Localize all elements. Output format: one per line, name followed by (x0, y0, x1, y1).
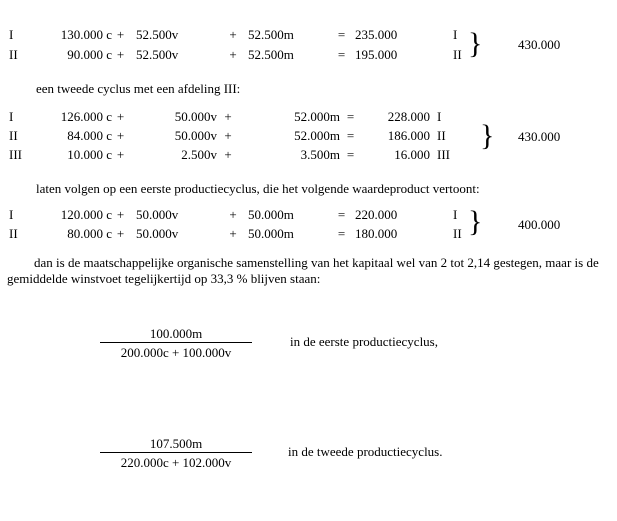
row-label-left: I (9, 27, 14, 42)
intro-first-cycle-text: laten volgen op een eerste productiecyclus, die het volgende waardeproduct vertoont: (36, 181, 480, 196)
combined-total: 430.000 (518, 37, 561, 52)
equals-sign: = (337, 47, 346, 62)
plus-operator: + (116, 226, 125, 241)
equals-sign: = (346, 128, 355, 143)
surplus-value-term: 52.000m (294, 128, 340, 143)
fraction-label: in de eerste productiecyclus, (290, 334, 438, 349)
plus-operator: + (229, 27, 237, 42)
grouping-brace: } (468, 27, 483, 60)
plus-operator: + (229, 47, 237, 62)
plus-operator: + (116, 147, 125, 162)
constant-capital-term: 84.000 c (67, 128, 112, 143)
row-label-right: I (453, 207, 458, 222)
variable-capital-term: 52.500v (136, 27, 179, 42)
equals-sign: = (337, 27, 346, 42)
grouping-brace: } (480, 119, 495, 152)
row-label-left: II (9, 128, 18, 143)
row-total: 235.000 (355, 27, 398, 42)
variable-capital-term: 50.000v (136, 207, 179, 222)
fraction-numerator: 107.500m (149, 436, 203, 451)
surplus-value-term: 50.000m (248, 226, 294, 241)
row-label-right: II (453, 226, 462, 241)
combined-total: 400.000 (518, 217, 561, 232)
constant-capital-term: 90.000 c (67, 47, 112, 62)
row-total: 186.000 (387, 128, 430, 143)
plus-operator: + (116, 47, 125, 62)
constant-capital-term: 130.000 c (60, 27, 112, 42)
row-label-right: I (437, 109, 442, 124)
row-total: 195.000 (355, 47, 398, 62)
plus-operator: + (116, 27, 125, 42)
variable-capital-term: 50.000v (174, 109, 217, 124)
equals-sign: = (337, 207, 346, 222)
row-total: 220.000 (355, 207, 398, 222)
surplus-value-term: 3.500m (300, 147, 340, 162)
plus-operator: + (229, 226, 237, 241)
variable-capital-term: 52.500v (136, 47, 179, 62)
plus-operator: + (116, 207, 125, 222)
row-total: 228.000 (387, 109, 430, 124)
plus-operator: + (224, 147, 232, 162)
plus-operator: + (224, 128, 232, 143)
surplus-value-term: 52.500m (248, 27, 294, 42)
intro-second-cycle-text: een tweede cyclus met een afdeling III: (36, 81, 241, 96)
row-label-left: I (9, 109, 14, 124)
variable-capital-term: 50.000v (174, 128, 217, 143)
row-label-left: II (9, 226, 18, 241)
row-total: 16.000 (394, 147, 430, 162)
variable-capital-term: 2.500v (181, 147, 217, 162)
surplus-value-term: 52.000m (294, 109, 340, 124)
plus-operator: + (116, 109, 125, 124)
row-label-right: II (453, 47, 462, 62)
fraction-label: in de tweede productiecyclus. (288, 444, 443, 459)
plus-operator: + (116, 128, 125, 143)
grouping-brace: } (468, 205, 483, 238)
row-label-right: II (437, 128, 446, 143)
equals-sign: = (346, 109, 355, 124)
constant-capital-term: 80.000 c (67, 226, 112, 241)
constant-capital-term: 120.000 c (60, 207, 112, 222)
equals-sign: = (337, 226, 346, 241)
row-label-left: I (9, 207, 14, 222)
row-label-left: III (9, 147, 22, 162)
conclusion-paragraph: dan is de maatschappelijke organische samenstelling van het kapitaal wel van 2 tot 2,14 gestegen, maar is de gemiddelde winstvoet tegelijkertijd op 33,3 % blijven staan: (7, 255, 599, 286)
plus-operator: + (229, 207, 237, 222)
fraction-denominator: 200.000c + 100.000v (120, 345, 232, 360)
profit-rate-fraction-1 (100, 326, 252, 360)
fraction-denominator: 220.000c + 102.000v (120, 455, 232, 470)
fraction-numerator: 100.000m (149, 326, 203, 341)
equals-sign: = (346, 147, 355, 162)
variable-capital-term: 50.000v (136, 226, 179, 241)
surplus-value-term: 52.500m (248, 47, 294, 62)
row-label-right: III (437, 147, 450, 162)
row-label-left: II (9, 47, 18, 62)
constant-capital-term: 10.000 c (67, 147, 112, 162)
row-label-right: I (453, 27, 458, 42)
profit-rate-fraction-2 (100, 436, 252, 470)
plus-operator: + (224, 109, 232, 124)
combined-total: 430.000 (518, 129, 561, 144)
surplus-value-term: 50.000m (248, 207, 294, 222)
row-total: 180.000 (355, 226, 398, 241)
constant-capital-term: 126.000 c (60, 109, 112, 124)
